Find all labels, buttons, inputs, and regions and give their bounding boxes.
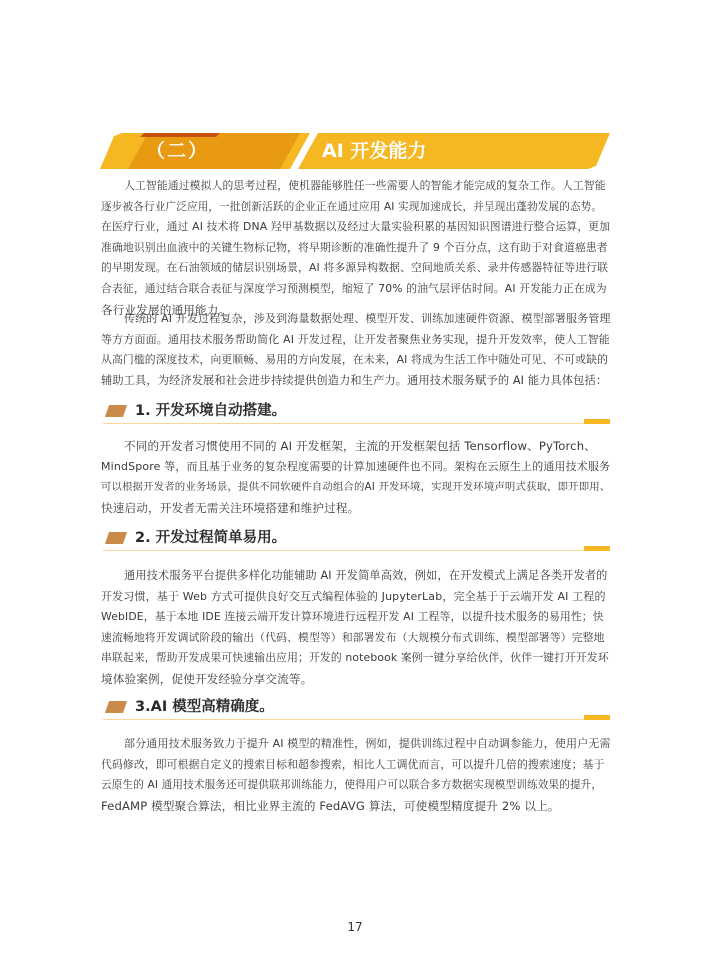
text-line: 从高门槛的深度技术，向更顺畅、易用的方向发展，在未来，AI 将成为生活工作中随处可见、不可或缺的 [101,353,609,367]
section-number: （二） [146,140,210,162]
subsection-heading-2 [103,527,610,551]
subsection-title: 2. 开发过程简单易用。 [135,530,287,546]
text-line: 的早期发现。在石油领域的储层识别场景，AI 将多源异构数据、空间地质关系、录井传感器特征等进行联 [101,261,609,275]
subsection-title: 3.AI 模型高精确度。 [135,699,274,715]
text-line: 可以根据开发者的业务场景，提供不同软硬件自动组合的AI 开发环境，实现开发环境声明式获取，即开即用、 [101,481,611,494]
heading-underline [103,423,610,425]
text-line: 通用技术服务平台提供多样化功能辅助 AI 开发简单高效，例如，在开发模式上满足各类开发者的 [124,569,608,582]
heading-accent-bar [584,715,610,720]
text-line: 代码修改，即可根据自定义的搜索目标和超参搜索，相比人工调优而言，可以提升几倍的搜索速度；基于 [101,757,605,771]
text-line: 准确地识别出血液中的关键生物标记物，将早期诊断的准确性提升了 9 个百分点，这有助于对食道癌患者 [101,240,608,254]
subsection-heading-1 [103,400,610,424]
text-line: 合表征，通过结合联合表征与深度学习预测模型，缩短了 70% 的油气层评估时间。AI 开发能力正在成为 [101,281,607,295]
text-line: 开发习惯，基于 Web 方式可提供良好交互式编程体验的 JupyterLab，完全基于于云端开发 AI 工程的 [101,589,606,603]
text-line: 传统的 AI 开发过程复杂，涉及到海量数据处理、模型开发、训练加速硬件资源、模型部署服务管理 [124,312,611,325]
text-line: 辅助工具，为经济发展和社会进步持续提供创造力和生产力。通用技术服务赋予的 AI 能力具体包括： [101,373,608,387]
heading-underline [103,550,610,552]
heading-marker-icon [105,701,127,713]
text-line: 在医疗行业，通过 AI 技术将 DNA 羟甲基数据以及经过大量实验积累的基因知识图谱进行整合运算，更加 [101,220,611,234]
text-line: 快速启动，开发者无需关注环境搭建和维护过程。 [101,500,360,515]
text-line: 云原生的 AI 通用技术服务还可提供联邦训练能力，使得用户可以联合多方数据实现模型训练效果的提升， [101,779,603,792]
text-line: 境体验案例，促使开发经验分享交流等。 [101,671,313,686]
text-line: 逐步被各行业广泛应用，一批创新活跃的企业正在通过应用 AI 实现加速成长，并呈现出蓬勃发展的态势。 [101,200,603,213]
section-banner [100,133,610,169]
heading-accent-bar [584,419,610,424]
text-line: FedAMP 模型聚合算法，相比业界主流的 FedAVG 算法，可使模型精度提升 2% 以上。 [101,798,560,813]
text-line: 部分通用技术服务致力于提升 AI 模型的精准性，例如，提供训练过程中自动调参能力，使用户无需 [124,737,611,750]
intro-paragraph-1 [101,176,611,320]
text-line: MindSpore 等，而且基于业务的复杂程度需要的计算加速硬件也不同。架构在云原生上的通用技术服务 [101,459,611,473]
heading-accent-bar [584,546,610,551]
text-line: 各行业发展的通用能力。 [101,302,231,317]
subsection-heading-3 [103,696,610,720]
intro-paragraph-2 [101,309,611,391]
page-number: 17 [347,920,363,934]
text-line: 串联起来，帮助开发成果可快速输出应用；开发的 notebook 案例一键分享给伙伴，伙伴一键打开开发环 [101,651,609,665]
subsection-paragraph-3 [101,734,611,816]
text-line: 不同的开发者习惯使用不同的 AI 开发框架，主流的开发框架包括 Tensorflow、PyTorch、 [124,439,596,453]
text-line: 速流畅地将开发调试阶段的输出（代码、模型等）和部署发布（大规模分布式训练、模型部署等）完整地 [101,630,605,644]
text-line: WebIDE，基于本地 IDE 连接云端开发计算环境进行远程开发 AI 工程等，以提升技术服务的易用性；快 [101,610,604,624]
text-line: 等方方面面。通用技术服务帮助简化 AI 开发过程，让开发者聚焦业务实现，提升开发效率，使人工智能 [101,332,610,346]
heading-underline [103,719,610,721]
subsection-paragraph-1 [101,436,611,518]
subsection-title: 1. 开发环境自动搭建。 [135,403,287,419]
text-line: 人工智能通过模拟人的思考过程，使机器能够胜任一些需要人的智能才能完成的复杂工作。人工智能 [124,179,606,192]
heading-marker-icon [105,405,127,417]
heading-marker-icon [105,532,127,544]
subsection-paragraph-2 [101,566,611,690]
section-title: AI 开发能力 [322,140,427,162]
